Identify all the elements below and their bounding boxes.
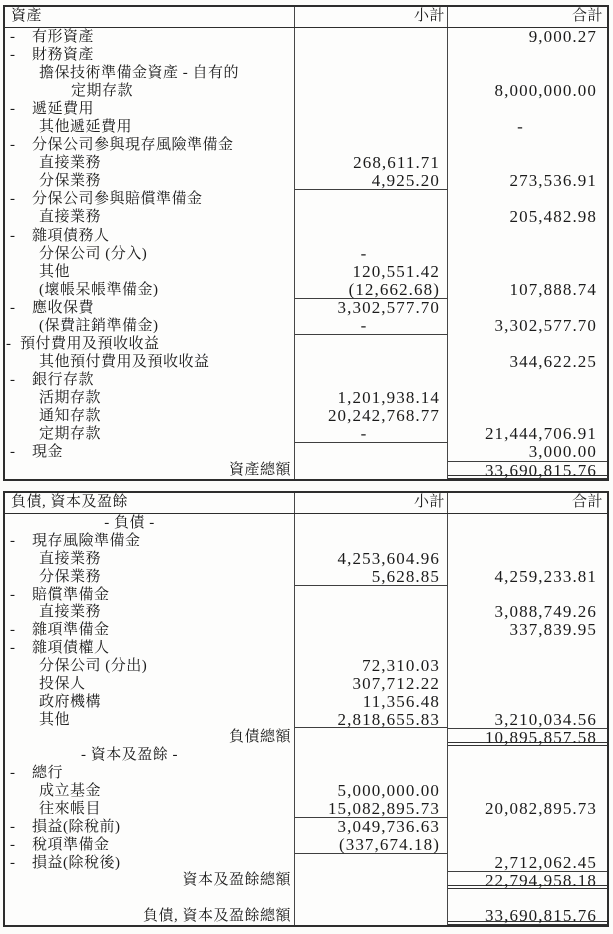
table-row xyxy=(5,871,607,889)
table-row xyxy=(5,245,607,263)
row-label-cell xyxy=(5,353,295,371)
row-label-cell xyxy=(5,782,295,800)
row-label-cell xyxy=(5,603,295,621)
total-value: 20,082,895.73 xyxy=(484,798,597,818)
row-label-cell xyxy=(5,263,295,281)
subtotal-value: - xyxy=(295,245,448,263)
table-row xyxy=(5,550,607,568)
table-row xyxy=(5,836,607,854)
row-label-cell xyxy=(5,657,295,675)
row-label: 雜項準備金 xyxy=(32,622,110,639)
row-label-cell xyxy=(5,532,295,550)
table-row xyxy=(5,371,607,389)
row-dash-prefix: - xyxy=(10,371,16,388)
row-dash-prefix: - xyxy=(10,47,16,64)
row-label-cell xyxy=(5,621,295,639)
total-value xyxy=(448,532,607,550)
row-label-cell xyxy=(5,100,295,118)
total-value: 21,444,706.91 xyxy=(484,424,597,444)
subtotal-value: 20,242,768.77 xyxy=(295,407,448,425)
row-dash-prefix: - xyxy=(10,227,16,244)
table-row xyxy=(5,639,607,657)
row-label: 負債總額 xyxy=(228,729,291,746)
row-label-cell xyxy=(5,746,295,764)
row-label-cell xyxy=(5,335,295,353)
total-value: 2,712,062.45 xyxy=(494,852,597,872)
subtotal-value xyxy=(295,335,448,353)
total-value: 10,895,857.58 xyxy=(448,728,607,746)
table-row xyxy=(5,335,607,353)
subtotal-value xyxy=(295,208,448,226)
row-label: 其他預付費用及預收收益 xyxy=(39,353,210,370)
table-row xyxy=(5,28,607,46)
table-row xyxy=(5,64,607,82)
row-label: 銀行存款 xyxy=(32,371,95,388)
subtotal-value xyxy=(295,100,448,118)
subtotal-value xyxy=(295,889,448,907)
row-label: 直接業務 xyxy=(39,209,102,226)
row-label: 有形資產 xyxy=(32,29,95,45)
row-label: 通知存款 xyxy=(39,407,102,424)
row-label-cell xyxy=(5,281,295,299)
table-row xyxy=(5,281,607,299)
total-value xyxy=(448,64,607,82)
row-label: 直接業務 xyxy=(39,604,102,621)
total-value: 3,210,034.56 xyxy=(494,709,597,729)
total-value xyxy=(448,782,607,800)
subtotal-value xyxy=(295,907,448,925)
total-value: 8,000,000.00 xyxy=(494,81,597,101)
subtotal-value xyxy=(295,371,448,389)
row-label: 資本及盈餘總額 xyxy=(182,872,291,889)
row-label: - 資本及盈餘 - xyxy=(81,747,178,764)
row-label-cell xyxy=(5,136,295,154)
total-value: 3,088,749.26 xyxy=(494,602,597,622)
row-label-cell xyxy=(5,514,295,532)
subtotal-value xyxy=(295,82,448,100)
table-row xyxy=(5,317,607,335)
row-dash-prefix: - xyxy=(10,191,16,208)
subtotal-value: 120,551.42 xyxy=(295,263,448,281)
total-value xyxy=(448,836,607,854)
total-value xyxy=(448,675,607,693)
subtotal-value xyxy=(295,443,448,461)
table-row xyxy=(5,353,607,371)
subtotal-value xyxy=(295,136,448,154)
total-value xyxy=(448,245,607,263)
table-row xyxy=(5,208,607,226)
row-label: 總行 xyxy=(32,765,64,782)
subtotal-value: 3,049,736.63 xyxy=(295,818,448,836)
row-label: 負債, 資本及盈餘總額 xyxy=(142,908,291,925)
total-value xyxy=(448,299,607,317)
row-label-cell xyxy=(5,82,295,100)
subtotal-value xyxy=(295,854,448,872)
row-label-cell xyxy=(5,28,295,46)
row-label: 財務資產 xyxy=(32,47,95,64)
total-value xyxy=(448,586,607,604)
row-label-cell xyxy=(5,208,295,226)
row-label: 政府機構 xyxy=(39,693,102,710)
subtotal-value: 4,253,604.96 xyxy=(295,550,448,568)
row-dash-prefix: - xyxy=(10,836,16,853)
row-label-cell xyxy=(5,190,295,208)
row-label-cell xyxy=(5,693,295,711)
total-value: 205,482.98 xyxy=(509,207,597,227)
total-value: 33,690,815.76 xyxy=(448,907,607,925)
header-total-label: 合計 xyxy=(571,8,603,24)
row-dash-prefix: - xyxy=(10,765,16,782)
row-label-cell xyxy=(5,907,295,925)
row-label: 直接業務 xyxy=(39,550,102,567)
table-row xyxy=(5,603,607,621)
table-row xyxy=(5,389,607,407)
row-label: 擔保技術準備金資產 - 自有的 xyxy=(39,65,239,82)
assets-table xyxy=(3,5,609,481)
total-value: 22,794,958.18 xyxy=(448,871,607,889)
total-value xyxy=(448,693,607,711)
table-row xyxy=(5,263,607,281)
row-label: 分保公司參與現存風險準備金 xyxy=(32,137,234,154)
row-label: 投保人 xyxy=(39,675,86,692)
total-value xyxy=(448,407,607,425)
row-label: 稅項準備金 xyxy=(32,836,110,853)
subtotal-value: 11,356.48 xyxy=(295,693,448,711)
subtotal-value xyxy=(295,871,448,889)
row-label-cell xyxy=(5,889,295,907)
row-dash-prefix: - xyxy=(10,533,16,550)
liabilities-table xyxy=(3,491,609,927)
row-dash-prefix: - xyxy=(10,854,16,871)
subtotal-value xyxy=(295,621,448,639)
row-label: 成立基金 xyxy=(39,783,102,800)
row-label: 預付費用及預收收益 xyxy=(20,335,160,352)
table-row xyxy=(5,568,607,586)
subtotal-value: 2,818,655.83 xyxy=(295,711,448,729)
table-row xyxy=(5,854,607,872)
row-label-cell xyxy=(5,64,295,82)
row-label-cell xyxy=(5,854,295,872)
row-label-cell xyxy=(5,443,295,461)
subtotal-value: 4,925.20 xyxy=(295,172,448,190)
row-label: 分保公司參與賠償準備金 xyxy=(32,191,203,208)
table-row xyxy=(5,136,607,154)
row-label-cell xyxy=(5,227,295,245)
row-label-cell xyxy=(5,245,295,263)
row-label-cell xyxy=(5,461,295,479)
row-label: 分保公司 (分入) xyxy=(39,245,148,262)
table-row xyxy=(5,889,607,907)
total-value xyxy=(448,263,607,281)
table-row xyxy=(5,154,607,172)
row-label: 損益(除稅前) xyxy=(32,818,121,835)
total-value xyxy=(448,100,607,118)
row-label-cell xyxy=(5,711,295,729)
table-row xyxy=(5,461,607,479)
table-header-row xyxy=(5,493,607,514)
total-value xyxy=(448,889,607,907)
row-dash-prefix: - xyxy=(10,101,16,118)
table-row xyxy=(5,227,607,245)
table-header-row xyxy=(5,7,607,28)
table-row xyxy=(5,711,607,729)
table-row xyxy=(5,82,607,100)
row-label-cell xyxy=(5,764,295,782)
header-label: 資產 xyxy=(5,7,295,27)
row-dash-prefix: - xyxy=(10,29,16,45)
table-row xyxy=(5,118,607,136)
total-value xyxy=(448,227,607,245)
table-row xyxy=(5,693,607,711)
row-label-cell xyxy=(5,299,295,317)
row-dash-prefix: - xyxy=(10,137,16,154)
table-row xyxy=(5,443,607,461)
table-row xyxy=(5,514,607,532)
row-label: 活期存款 xyxy=(39,389,102,406)
total-value: 9,000.27 xyxy=(528,27,597,46)
total-value xyxy=(448,550,607,568)
row-label: 現存風險準備金 xyxy=(32,533,141,550)
row-dash-prefix: - xyxy=(10,444,16,461)
table-row xyxy=(5,299,607,317)
table-row xyxy=(5,818,607,836)
total-value xyxy=(448,657,607,675)
row-label: 損益(除稅後) xyxy=(32,854,121,871)
row-label-cell xyxy=(5,639,295,657)
header-total-label: 合計 xyxy=(571,494,603,511)
table-row xyxy=(5,764,607,782)
row-label-cell xyxy=(5,371,295,389)
row-dash-prefix: - xyxy=(10,586,16,603)
table-row xyxy=(5,907,607,925)
header-subtotal-label: 小計 xyxy=(295,7,448,27)
row-dash-prefix: - xyxy=(10,640,16,657)
row-label-cell xyxy=(5,46,295,64)
row-dash-prefix: - xyxy=(6,335,12,352)
total-value: 3,000.00 xyxy=(528,442,597,462)
total-value: 3,302,577.70 xyxy=(494,315,597,335)
total-value: - xyxy=(517,117,524,137)
row-label-cell xyxy=(5,172,295,190)
row-label: 雜項債務人 xyxy=(32,227,110,244)
subtotal-value xyxy=(295,764,448,782)
table-row xyxy=(5,172,607,190)
table-row xyxy=(5,425,607,443)
total-value: 107,888.74 xyxy=(509,279,597,299)
table-row xyxy=(5,46,607,64)
row-label: 直接業務 xyxy=(39,155,102,172)
subtotal-value xyxy=(295,746,448,764)
table-row xyxy=(5,621,607,639)
subtotal-value xyxy=(295,639,448,657)
total-value xyxy=(448,389,607,407)
subtotal-value xyxy=(295,46,448,64)
header-label: 負債, 資本及盈餘 xyxy=(5,493,295,513)
subtotal-value xyxy=(295,64,448,82)
subtotal-value: - xyxy=(295,425,448,443)
table-row xyxy=(5,532,607,550)
row-label-cell xyxy=(5,800,295,818)
subtotal-value xyxy=(295,514,448,532)
subtotal-value: 1,201,938.14 xyxy=(295,389,448,407)
total-value xyxy=(448,514,607,532)
row-label: 現金 xyxy=(32,444,64,461)
total-value: 33,690,815.76 xyxy=(448,461,607,479)
subtotal-value xyxy=(295,728,448,746)
subtotal-value xyxy=(295,353,448,371)
subtotal-value: 307,712.22 xyxy=(295,675,448,693)
row-label: 分保業務 xyxy=(39,568,102,585)
subtotal-value xyxy=(295,28,448,46)
subtotal-value xyxy=(295,603,448,621)
total-value xyxy=(448,746,607,764)
table-row xyxy=(5,100,607,118)
subtotal-value: (337,674.18) xyxy=(295,836,448,854)
row-dash-prefix: - xyxy=(10,818,16,835)
table-row xyxy=(5,782,607,800)
subtotal-value: (12,662.68) xyxy=(295,281,448,299)
row-label-cell xyxy=(5,389,295,407)
subtotal-value: 5,000,000.00 xyxy=(295,782,448,800)
total-value xyxy=(448,335,607,353)
table-row xyxy=(5,586,607,604)
total-value xyxy=(448,764,607,782)
total-value xyxy=(448,371,607,389)
row-label: 其他 xyxy=(39,263,71,280)
row-label-cell xyxy=(5,871,295,889)
row-label: 定期存款 xyxy=(39,426,102,443)
subtotal-value: 5,628.85 xyxy=(295,568,448,586)
row-label: 賠償準備金 xyxy=(32,586,110,603)
row-label: 資產總額 xyxy=(228,462,291,479)
subtotal-value xyxy=(295,118,448,136)
table-row xyxy=(5,407,607,425)
row-label-cell xyxy=(5,317,295,335)
row-label: 其他遞延費用 xyxy=(39,119,133,136)
row-label-cell xyxy=(5,675,295,693)
header-subtotal-label: 小計 xyxy=(295,493,448,513)
subtotal-value xyxy=(295,586,448,604)
row-dash-prefix: - xyxy=(10,622,16,639)
row-label: 定期存款 xyxy=(71,83,134,100)
subtotal-value: - xyxy=(295,317,448,335)
subtotal-value xyxy=(295,190,448,208)
subtotal-value xyxy=(295,532,448,550)
table-row xyxy=(5,675,607,693)
subtotal-value: 72,310.03 xyxy=(295,657,448,675)
table-row xyxy=(5,657,607,675)
subtotal-value: 15,082,895.73 xyxy=(295,800,448,818)
table-row xyxy=(5,800,607,818)
row-label-cell xyxy=(5,154,295,172)
total-value: 273,536.91 xyxy=(509,171,597,191)
row-label-cell xyxy=(5,425,295,443)
row-label: (保費註銷準備金) xyxy=(39,317,159,334)
row-label: - 負債 - xyxy=(104,515,155,532)
row-label: 往來帳目 xyxy=(39,800,102,817)
row-label-cell xyxy=(5,818,295,836)
subtotal-value: 268,611.71 xyxy=(295,154,448,172)
row-label-cell xyxy=(5,118,295,136)
row-dash-prefix: - xyxy=(10,299,16,316)
total-value xyxy=(448,639,607,657)
total-value xyxy=(448,818,607,836)
table-row xyxy=(5,190,607,208)
row-label: 分保業務 xyxy=(39,173,102,190)
total-value xyxy=(448,136,607,154)
subtotal-value xyxy=(295,461,448,479)
row-label: 遞延費用 xyxy=(32,101,95,118)
row-label: 雜項債權人 xyxy=(32,640,110,657)
row-label-cell xyxy=(5,550,295,568)
row-label-cell xyxy=(5,836,295,854)
total-value: 344,622.25 xyxy=(509,351,597,371)
total-value: 4,259,233.81 xyxy=(494,566,597,586)
row-label: 應收保費 xyxy=(32,299,95,316)
total-value xyxy=(448,154,607,172)
row-label-cell xyxy=(5,407,295,425)
row-label-cell xyxy=(5,568,295,586)
row-label: (壞帳呆帳準備金) xyxy=(39,281,159,298)
row-label: 分保公司 (分出) xyxy=(39,658,148,675)
total-value xyxy=(448,190,607,208)
total-value: 337,839.95 xyxy=(509,620,597,640)
row-label-cell xyxy=(5,586,295,604)
table-row xyxy=(5,728,607,746)
subtotal-value xyxy=(295,227,448,245)
row-label-cell xyxy=(5,728,295,746)
row-label: 其他 xyxy=(39,711,71,728)
total-value xyxy=(448,46,607,64)
table-row xyxy=(5,746,607,764)
subtotal-value: 3,302,577.70 xyxy=(295,299,448,317)
